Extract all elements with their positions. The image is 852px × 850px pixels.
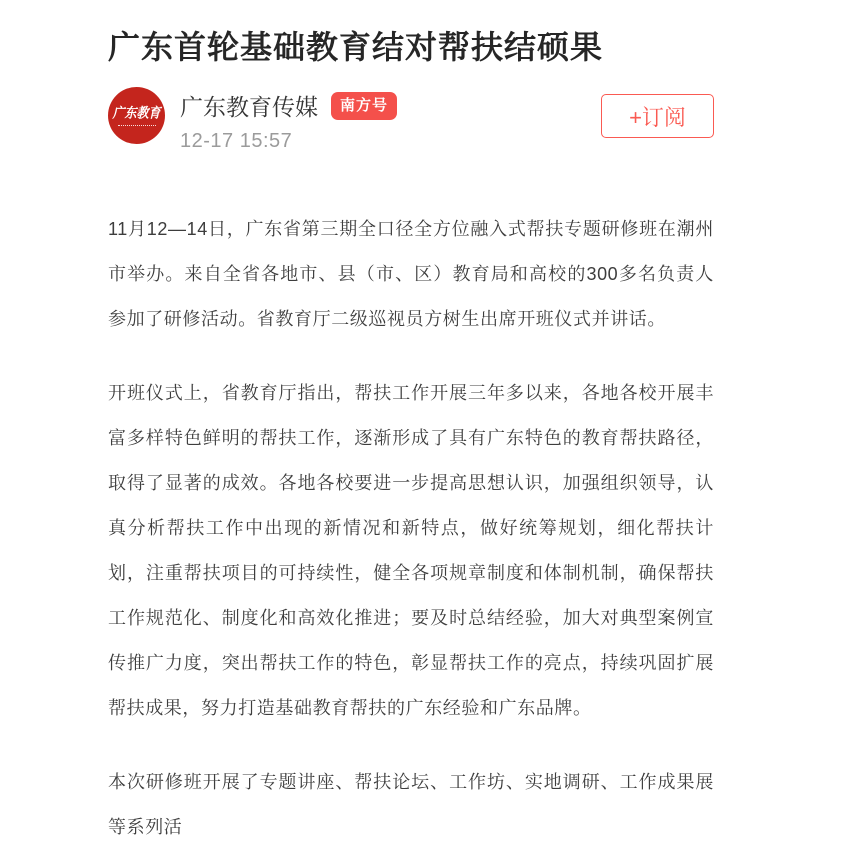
publisher-name[interactable]: 广东教育传媒: [180, 94, 318, 121]
publisher-logo-text: 广东教育: [112, 104, 161, 121]
article-paragraph: 本次研修班开展了专题讲座、帮扶论坛、工作坊、实地调研、工作成果展等系列活: [108, 772, 714, 838]
author-name-row: [180, 89, 397, 122]
article-title: 广东首轮基础教育结对帮扶结硕果: [108, 29, 604, 65]
subscribe-button[interactable]: +订阅: [601, 94, 714, 138]
article-paragraph: 11月12—14日，广东省第三期全口径全方位融入式帮扶专题研修班在潮州市举办。来自全省各地市、县（市、区）教育局和高校的300多名负责人参加了研修活动。省教育厅二级巡视员方树生出席开班仪式并讲话。: [108, 219, 714, 330]
publisher-logo-fineprint: [118, 125, 156, 128]
author-row: [108, 87, 714, 153]
author-info: [180, 87, 397, 153]
article-body: [108, 207, 714, 850]
publisher-avatar[interactable]: [108, 87, 165, 144]
nanfanghao-badge: 南方号: [331, 92, 397, 120]
article-page: [108, 0, 714, 850]
article-paragraph: 开班仪式上，省教育厅指出，帮扶工作开展三年多以来，各地各校开展丰富多样特色鲜明的帮扶工作，逐渐形成了具有广东特色的教育帮扶路径，取得了显著的成效。各地各校要进一步提高思想认识，加强组织领导，认真分析帮扶工作中出现的新情况和新特点，做好统筹规划，细化帮扶计划，注重帮扶项目的可持续性，健全各项规章制度和体制机制，确保帮扶工作规范化、制度化和高效化推进；要及时总结经验，加大对典型案例宣传推广力度，突出帮扶工作的特色，彰显帮扶工作的亮点，持续巩固扩展帮扶成果，努力打造基础教育帮扶的广东经验和广东品牌。: [108, 383, 714, 719]
publish-date: 12-17 15:57: [180, 130, 293, 153]
